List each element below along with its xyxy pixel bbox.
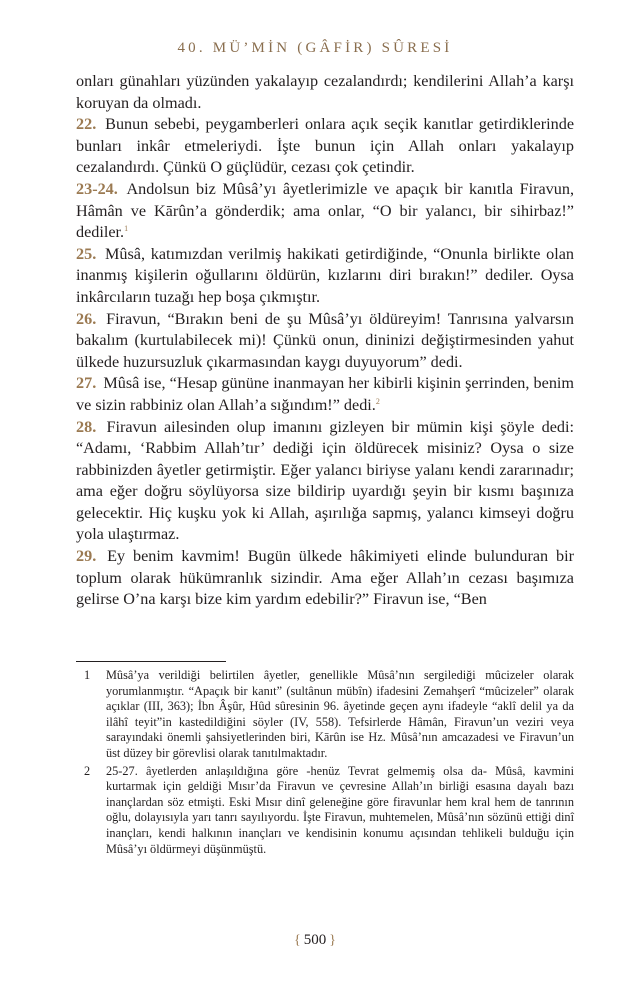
footnotes [76, 668, 574, 859]
verse-paragraph [76, 546, 574, 611]
verse-paragraph [76, 417, 574, 547]
verse-paragraph [76, 309, 574, 374]
verse-text: Mûsâ ise, “Hesap gününe inanmayan her kibirli kişinin şerrinden, benim ve sizin rabbiniz olan Allah’a sığındım!” dedi. [76, 374, 574, 414]
footnote-ref[interactable]: 1 [124, 224, 129, 234]
verse-number: 22. [76, 115, 97, 134]
verse-number: 25. [76, 244, 97, 263]
verse-paragraph [76, 179, 574, 244]
verse-number: 29. [76, 547, 97, 566]
footnote-divider [76, 661, 226, 662]
verse-number: 28. [76, 417, 97, 436]
footnote-item [76, 764, 574, 858]
footnote-ref[interactable]: 2 [375, 396, 380, 406]
ornament-left-icon: { [294, 933, 301, 948]
running-header: 40. MÜ’MİN (GÂFİR) SÛRESİ [177, 40, 453, 56]
verse-text: Andolsun biz Mûsâ’yı âyetlerimizle ve apaçık bir kanıtla Firavun, Hâmân ve Kārûn’a gönderdik; ama onlar, “O bir yalancı, bir sihirbaz!” dediler. [76, 179, 575, 242]
verse-text: Firavun ailesinden olup imanını gizleyen bir mümin kişi şöyle dedi: “Adamı, ‘Rabbim Allah’tır’ dediği için öldürecek misiniz? Oysa o size rabbinizden âyetler getirmiştir. Eğer yalancı biriyse yalanı kendi zararınadır; ama eğer doğru söylüyorsa size bildirip uyardığı şeyin bir kısmı başınıza gelecektir. Hiç kuşku yok ki Allah, aşırılığa sapmış, yalancı kimseyi doğru yola ulaştırmaz. [76, 417, 575, 544]
verse-paragraph [76, 114, 574, 179]
footnote-text: 25-27. âyetlerden anlaşıldığına göre -henüz Tevrat gelmemiş olsa da- Mûsâ, kavmini kurtarmak için geldiği Mısır’da Firavun ve çevresine Allah’ın birliği esasına dayalı bazı inançlardan söz etmişti. Eski Mısır dinî geleneğine göre firavunlar hem kral hem de tanrının oğlu, dolayısıyla yarı tanrı sayılıyordu. İşte Firavun, muhtemelen, Mûsâ’nın sözünü ettiği dinî inançları, kendi halkının inançları ve kendisinin konumu açısından tehlikeli bulduğu için Mûsâ’yı öldürmeyi düşünmüştü. [106, 763, 574, 856]
footnote-number: 1 [84, 668, 91, 682]
verse-text: Firavun, “Bırakın beni de şu Mûsâ’yı öldüreyim! Tanrısına yalvarsın bakalım (kurtulabilecek mi)! Çünkü onun, dininizi değiştirmesinden yahut ülkede huzursuzluk çıkarmasından kaygı duyuyorum” dedi. [76, 309, 574, 371]
page-number [0, 932, 630, 949]
verse-text: Mûsâ, katımızdan verilmiş hakikati getirdiğinde, “Onunla birlikte olan inanmış kişilerin oğullarını öldürün, kızlarını diri bırakın!” dediler. Oysa inkârcıların tuzağı hep boşa çıkmıştır. [76, 244, 575, 306]
verse-paragraph [76, 71, 574, 114]
verse-text: Bunun sebebi, peygamberleri onlara açık seçik kanıtlar getirdiklerinde bunları inkâr etmeleriydi. İşte bunun için Allah onları yakalayıp cezalandırdı. Çünkü O güçlüdür, cezası çok çetindir. [76, 115, 575, 177]
verse-number: 27. [76, 374, 97, 393]
footnote-text: Mûsâ’ya verildiği belirtilen âyetler, genellikle Mûsâ’nın sergilediği mûcizeler olarak yorumlanmıştır. “Apaçık bir kanıt” (sultânun mübîn) ifadesini Zemahşerî “mûcizeler” olarak açıklar (III, 363); İbn Âşûr, Hûd sûresinin 96. âyetinde geçen aynı ifadeyle “aklî delil ya da ilâhî teyit”in kastedildiğini söyler (IV, 558). Tefsirlerde Hâmân, Firavun’un veziri veya sarayındaki önemli şahsiyetlerinden biri, Kārûn ise Hz. Mûsâ’nın amcazadesi ve Firavun’un üst düzey bir görevlisi olarak tanıtılmaktadır. [106, 668, 574, 760]
verse-paragraph [76, 244, 574, 309]
main-text [76, 71, 574, 611]
page-number-value: 500 [303, 932, 327, 948]
verse-text: Ey benim kavmim! Bugün ülkede hâkimiyeti elinde bulunduran bir toplum olarak hükümranlık sizindir. Ama eğer Allah’ın cezası başımıza gelirse O’na karşı bize kim yardım edebilir?” Firavun ise, “Ben [76, 547, 575, 609]
footnote-item [76, 668, 574, 762]
verse-paragraph [76, 373, 574, 416]
footnote-number: 2 [84, 763, 91, 778]
verse-number: 23-24. [76, 179, 118, 198]
verse-number: 26. [76, 309, 97, 328]
verse-text: onları günahları yüzünden yakalayıp cezalandırdı; kendilerini Allah’a karşı koruyan da olmadı. [76, 72, 574, 112]
ornament-right-icon: } [329, 933, 336, 948]
